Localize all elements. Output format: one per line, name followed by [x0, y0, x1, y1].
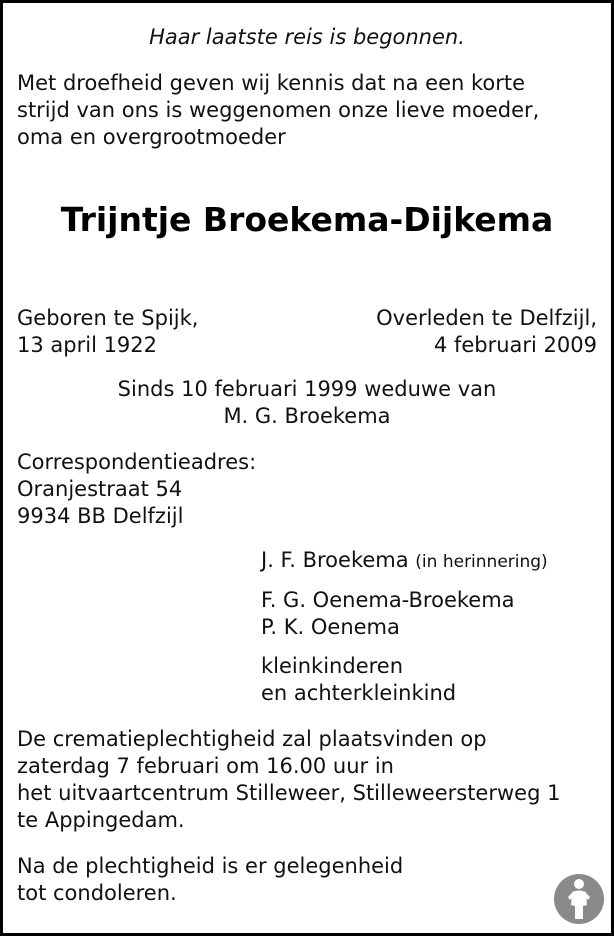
widow-info: [0, 376, 614, 430]
ceremony-line: te Appingedam.: [17, 808, 185, 832]
death-date: 4 februari 2009: [433, 333, 597, 357]
address-city: 9934 BB Delfzijl: [17, 504, 184, 528]
motto: Haar laatste reis is begonnen.: [149, 25, 465, 49]
birth-info: [17, 305, 198, 359]
condolence-line: tot condoleren.: [17, 881, 177, 905]
death-info: [376, 305, 597, 359]
intro-text: [17, 70, 539, 151]
intro-line: strijd van ons is weggenomen onze lieve moeder,: [17, 98, 540, 122]
birth-date: 13 april 1922: [17, 333, 158, 357]
death-place: Overleden te Delfzijl,: [376, 306, 597, 330]
intro-line: Met droefheid geven wij kennis dat na een korte: [17, 71, 526, 95]
condolence-line: Na de plechtigheid is er gelegenheid: [17, 854, 404, 878]
ceremony-line: zaterdag 7 februari om 16.00 uur in: [17, 754, 394, 778]
intro-line: oma en overgrootmoeder: [17, 125, 286, 149]
widow-since: Sinds 10 februari 1999 weduwe van: [117, 377, 497, 401]
late-husband: M. G. Broekema: [223, 404, 391, 428]
person-pictogram-icon: [553, 873, 605, 925]
grandchildren-line: kleinkinderen: [261, 654, 404, 678]
grandchildren-line: en achterkleinkind: [261, 681, 457, 705]
ceremony-info: [17, 726, 560, 834]
son-name: J. F. Broekema: [261, 548, 409, 572]
ceremony-line: het uitvaartcentrum Stilleweer, Stilleweersterweg 1: [17, 781, 561, 805]
correspondence-address: [17, 449, 256, 530]
correspondence-label: Correspondentieadres:: [17, 450, 257, 474]
son-note: (in herinnering): [415, 552, 548, 572]
birth-place: Geboren te Spijk,: [17, 306, 199, 330]
ceremony-line: De crematieplechtigheid zal plaatsvinden op: [17, 727, 487, 751]
condolence-info: [17, 853, 403, 907]
deceased-name: Trijntje Broekema-Dijkema: [60, 200, 554, 239]
family-grandchildren: [261, 653, 456, 707]
son-in-law-name: P. K. Oenema: [261, 615, 400, 639]
address-street: Oranjestraat 54: [17, 477, 183, 501]
family-daughter: [261, 587, 515, 641]
daughter-name: F. G. Oenema-Broekema: [261, 588, 515, 612]
family-son: [261, 547, 548, 576]
